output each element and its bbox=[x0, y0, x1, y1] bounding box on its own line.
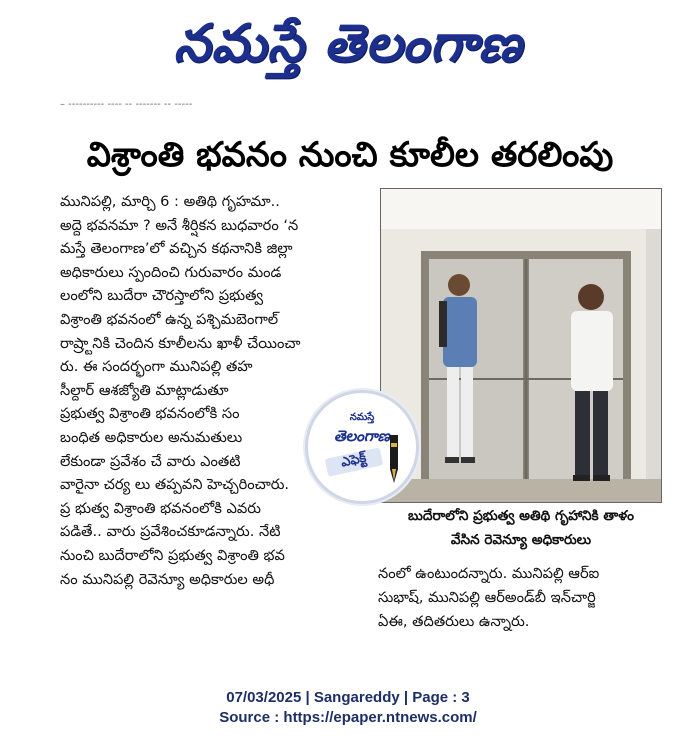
pen-icon bbox=[378, 433, 410, 489]
photo-illustration bbox=[381, 189, 661, 502]
effect-badge bbox=[305, 390, 419, 504]
body-line: నం మునిపల్లి రెవెన్యూ అధికారుల అధీ bbox=[60, 570, 275, 588]
photo-caption bbox=[380, 504, 662, 552]
body-line: మునిపల్లి, మార్చి 6 : అతిథి గృహమా.. bbox=[60, 193, 280, 210]
page-footer bbox=[0, 688, 696, 728]
body-line: రాష్ర్టానికి చెందిన కూలీలను ఖాళీ చేయించా bbox=[60, 334, 301, 352]
body-line: పడితే.. వారు ప్రవేశించకూడన్నారు. నేటి bbox=[60, 523, 281, 541]
body-line: సీల్దార్ ఆశజ్యోతి మాట్లాడుతూ bbox=[60, 381, 229, 399]
body-line: ప్ర భుత్వ విశ్రాంతి భవనంలోకి ఎవరు bbox=[60, 499, 261, 517]
masthead bbox=[0, 6, 696, 82]
body-line: ఏఈ, తదితరులు ఉన్నారు. bbox=[378, 613, 530, 630]
badge-effect-text: ఎఫెక్ట్ bbox=[325, 447, 384, 476]
body-line: బంధిత అధికారుల అనుమతులు bbox=[60, 428, 243, 446]
top-strip bbox=[60, 92, 360, 106]
masthead-logo: నమస్తే తెలంగాణ bbox=[173, 14, 523, 74]
body-line: మస్తే తెలంగాణ’లో వచ్చిన కథనానికి జిల్లా bbox=[60, 240, 293, 258]
article-photo bbox=[380, 188, 662, 503]
footer-source-line: Source : https://epaper.ntnews.com/ bbox=[219, 709, 477, 726]
body-line: అద్దె భవనమా ? అనే శీర్షికన బుధవారం ‘న bbox=[60, 216, 299, 234]
body-line: నంలో ఉంటుందన్నారు. మునిపల్లి ఆర్ఐ bbox=[378, 565, 600, 582]
body-line: ప్రభుత్వ విశ్రాంతి భవనంలోకి సం bbox=[60, 405, 240, 423]
article-body-right bbox=[378, 562, 664, 634]
body-line: విశ్రాంతి భవనంలో ఉన్న పశ్చిమబెంగాల్ bbox=[60, 310, 279, 328]
body-line: సుభాష్, మునిపల్లి ఆర్అండ్‌బీ ఇన్‌చార్జి bbox=[378, 589, 596, 606]
article-headline: విశ్రాంతి భవనం నుంచి కూలీల తరలింపు bbox=[86, 135, 614, 175]
badge-title: తెలంగాణ bbox=[333, 427, 391, 445]
footer-date-line: 07/03/2025 | Sangareddy | Page : 3 bbox=[226, 689, 470, 706]
article-body-left bbox=[60, 190, 368, 591]
body-line: వారైనా చర్య లు తప్పవని హెచ్చరించారు. bbox=[60, 476, 290, 494]
body-line: అధికారులు స్పందించి గురువారం మండ bbox=[60, 263, 282, 281]
body-line: రు. ఈ సందర్భంగా మునిపల్లి తహ bbox=[60, 358, 253, 376]
caption-line: బుదేరాలోని ప్రభుత్వ అతిథి గృహానికి తాళం bbox=[407, 508, 635, 524]
caption-line: వేసిన రెవెన్యూ అధికారులు bbox=[450, 532, 592, 548]
body-line: లేకుండా ప్రవేశం చే వారు ఎంతటి bbox=[60, 452, 241, 470]
body-line: లంలోని బుదేరా చౌరస్తాలోని ప్రభుత్వ bbox=[60, 287, 264, 305]
body-line: నుంచి బుదేరాలోని ప్రభుత్వ విశ్రాంతి భవ bbox=[60, 546, 285, 564]
top-strip-text: – ---------- ---- -- ------- -- ----- bbox=[60, 99, 193, 106]
badge-top-text: నమస్తే bbox=[349, 412, 375, 423]
